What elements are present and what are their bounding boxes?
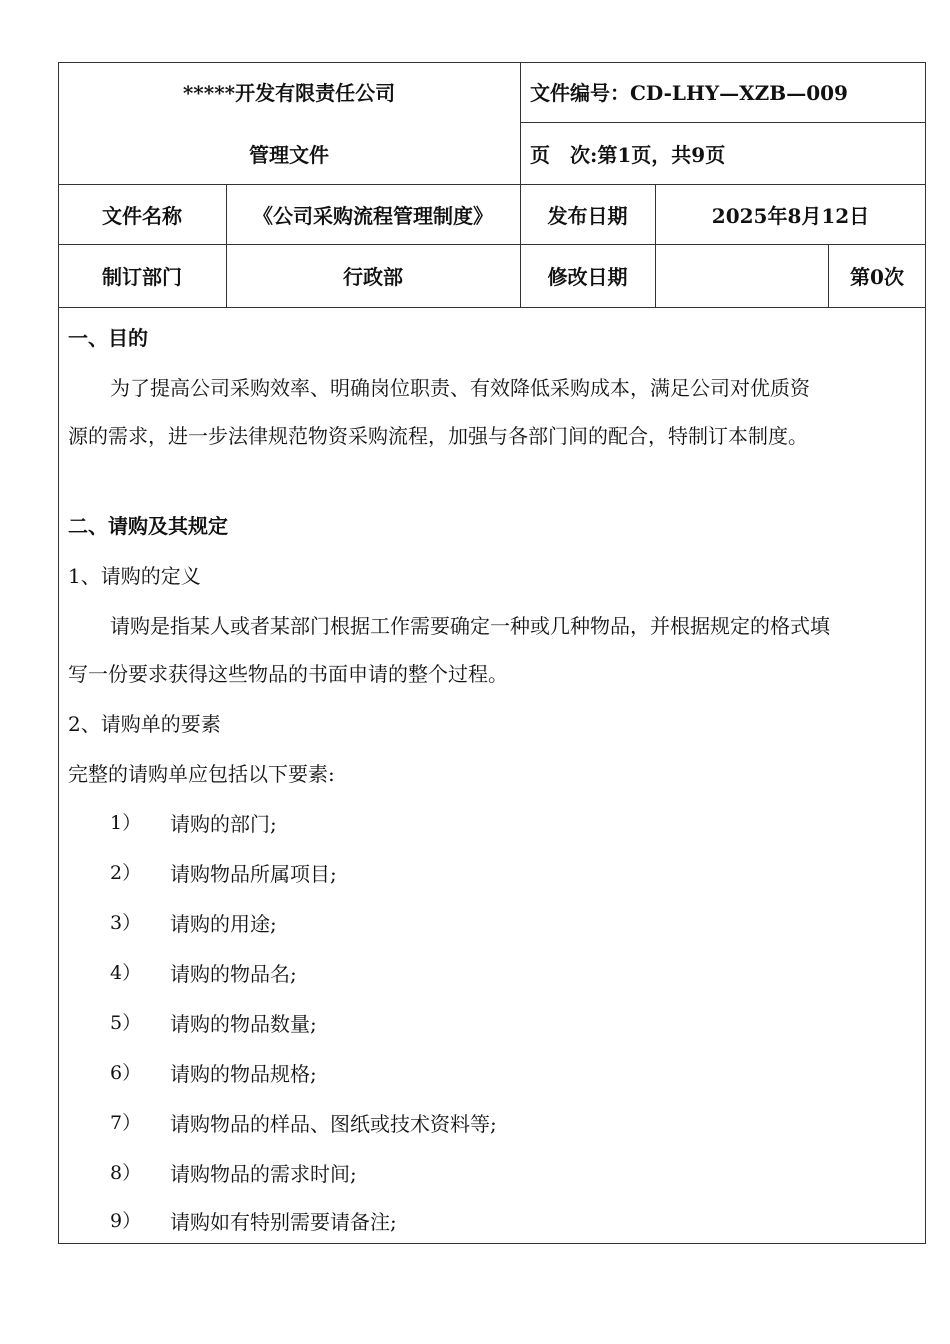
list-item-number: 4） — [110, 962, 142, 984]
subsection-2-1-title: 1、请购的定义 — [68, 564, 201, 588]
file-name-label: 文件名称 — [102, 203, 182, 228]
subsection-2-1-line-2: 写一份要求获得这些物品的书面申请的整个过程。 — [68, 662, 508, 686]
list-item: 请购的用途; — [170, 912, 277, 936]
section-2-title: 二、请购及其规定 — [68, 514, 228, 538]
subsection-2-1-line-1: 请购是指某人或者某部门根据工作需要确定一种或几种物品，并根据规定的格式填 — [110, 614, 830, 638]
revision-number: 第0次 — [850, 265, 904, 289]
file-name-value: 《公司采购流程管理制度》 — [253, 203, 493, 228]
list-item: 请购的物品数量; — [170, 1012, 317, 1036]
revise-date-label: 修改日期 — [547, 265, 628, 289]
list-item-number: 8） — [110, 1162, 142, 1184]
list-item-number: 9） — [110, 1210, 142, 1232]
list-item: 请购的物品规格; — [170, 1062, 317, 1086]
document-type: 管理文件 — [249, 142, 329, 167]
department-value: 行政部 — [343, 265, 403, 289]
subsection-2-2-intro: 完整的请购单应包括以下要素: — [68, 762, 335, 786]
release-date-value: 2025年8月12日 — [711, 203, 870, 228]
list-item-number: 1） — [110, 812, 142, 834]
subsection-2-2-title: 2、请购单的要素 — [68, 712, 221, 736]
page-info: 页 次:第1页，共9页 — [530, 142, 726, 167]
section-1-paragraph-line-1: 为了提高公司采购效率、明确岗位职责、有效降低采购成本，满足公司对优质资 — [110, 376, 810, 400]
release-date-label: 发布日期 — [547, 203, 628, 228]
rule-dept-row — [58, 307, 926, 308]
list-item: 请购如有特别需要请备注; — [170, 1210, 397, 1234]
list-item-number: 5） — [110, 1012, 142, 1034]
list-item: 请购的部门; — [170, 812, 277, 836]
list-item: 请购物品所属项目; — [170, 862, 337, 886]
list-item-number: 6） — [110, 1062, 142, 1084]
section-1-title: 一、目的 — [68, 326, 148, 350]
department-label: 制订部门 — [102, 265, 182, 289]
list-item: 请购物品的需求时间; — [170, 1162, 357, 1186]
revise-date-value — [655, 244, 828, 307]
list-item: 请购物品的样品、图纸或技术资料等; — [170, 1112, 497, 1136]
company-name: *****开发有限责任公司 — [182, 80, 396, 105]
list-item: 请购的物品名; — [170, 962, 297, 986]
file-number: 文件编号：CD-LHY—XZB—009 — [530, 80, 848, 105]
list-item-number: 2） — [110, 862, 142, 884]
section-1-paragraph-line-2: 源的需求，进一步法律规范物资采购流程，加强与各部门间的配合，特制订本制度。 — [68, 424, 808, 448]
list-item-number: 3） — [110, 912, 142, 934]
list-item-number: 7） — [110, 1112, 142, 1134]
